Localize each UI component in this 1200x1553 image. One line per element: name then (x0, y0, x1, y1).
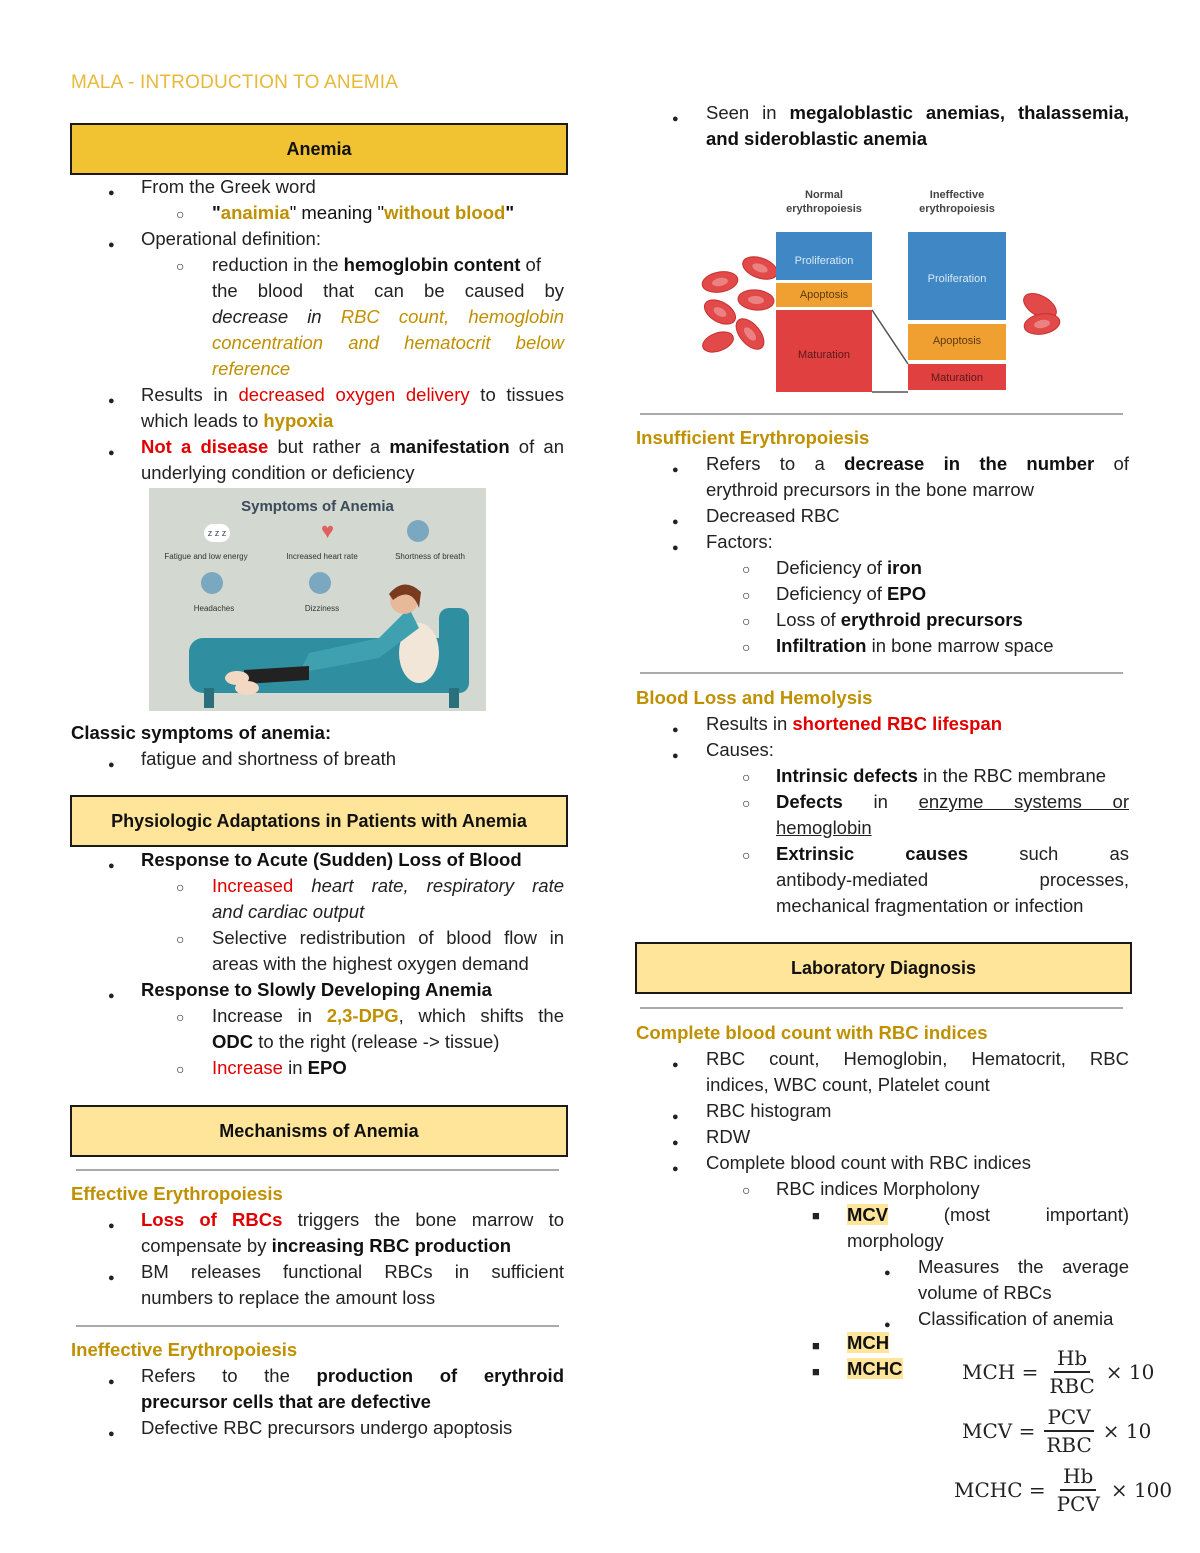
bullet: ● (108, 759, 115, 771)
bullet: ○ (742, 561, 751, 577)
classification: Classification of anemia (918, 1308, 1114, 1329)
red-blood-cells-illustration (698, 182, 1070, 400)
physio-header (70, 795, 568, 847)
symptom-label-dizziness: Dizziness (304, 604, 340, 613)
mech-header-label: Mechanisms of Anemia (219, 1121, 419, 1141)
normal-maturation: Maturation (798, 349, 850, 361)
extrinsic-line-2: antibody-mediated processes, (776, 869, 1129, 890)
ineffective-proliferation: Proliferation (927, 273, 987, 285)
insufficient-line-1: Refers to a decrease in the number of (706, 453, 1129, 474)
mcv-line-1: MCV (most important) (847, 1204, 1129, 1225)
mcv-line-2: morphology (847, 1230, 944, 1251)
bullet: ● (672, 1111, 679, 1123)
bullet: ● (884, 1267, 891, 1279)
extrinsic-line-1: Extrinsic causes such as (776, 843, 1130, 864)
sleep-icon: z z z (204, 524, 230, 542)
not-disease-line-2: underlying condition or deficiency (141, 462, 415, 483)
reduction-line-1: reduction in the hemoglobin content of (212, 254, 541, 275)
cbc-heading: Complete blood count with RBC indices (636, 1022, 988, 1043)
bullet: ● (108, 447, 115, 459)
ineffective-apoptosis: Apoptosis (932, 335, 982, 347)
mcv-formula: MCV = $\frac{\text{PCV}}{\text{RBC}}$ × 10 (962, 1405, 1152, 1457)
results-line-2: which leads to hypoxia (141, 410, 334, 431)
defects-line-1: Defects in enzyme systems or (776, 791, 1129, 812)
bullet: ○ (176, 1009, 185, 1025)
ineffective-maturation: Maturation (931, 372, 983, 384)
seen-line-1: Seen in megaloblastic anemias, thalassemia, (706, 102, 1130, 123)
bullet: ■ (812, 1364, 820, 1379)
bullet: ■ (812, 1338, 820, 1353)
classic-heading: Classic symptoms of anemia: (71, 722, 332, 743)
greek-text: From the Greek word (141, 176, 316, 197)
bullet: ● (672, 1059, 679, 1071)
anemia-header-label: Anemia (286, 139, 352, 159)
bullet: ○ (742, 613, 751, 629)
bullet: ● (108, 395, 115, 407)
rbc-histogram: RBC histogram (706, 1100, 832, 1121)
bullet: ○ (742, 1182, 751, 1198)
divider (76, 1325, 559, 1327)
defects-line-2: hemoglobin (776, 817, 872, 838)
morpholony: RBC indices Morpholony (776, 1178, 980, 1199)
bullet: ● (108, 239, 115, 251)
factor-iron: Deficiency of iron (776, 557, 922, 578)
cbc-line-2: indices, WBC count, Platelet count (706, 1074, 990, 1095)
opdef-text: Operational definition: (141, 228, 321, 249)
selective-line-2: areas with the highest oxygen demand (212, 953, 529, 974)
effective-heading: Effective Erythropoiesis (71, 1183, 283, 1204)
ineffective-line-1: Refers to the production of erythroid (141, 1365, 564, 1386)
bullet: ● (672, 464, 679, 476)
measures-line-2: volume of RBCs (918, 1282, 1052, 1303)
bullet: ● (108, 990, 115, 1002)
ineffective-label: Ineffective erythropoiesis (919, 189, 995, 215)
mchc-label: MCHC (847, 1358, 903, 1379)
mech-header (70, 1105, 568, 1157)
bullet: ● (108, 187, 115, 199)
ineffective-heading: Ineffective Erythropoiesis (71, 1339, 298, 1360)
bullet: ○ (742, 769, 751, 785)
cbc-item: Complete blood count with RBC indices (706, 1152, 1031, 1173)
effective-line-3: BM releases functional RBCs in sufficient (141, 1261, 564, 1282)
normal-apoptosis: Apoptosis (799, 289, 849, 301)
not-disease-line-1: Not a disease but rather a manifestation of an (141, 436, 564, 457)
symptoms-figure (149, 488, 486, 711)
lab-header (635, 942, 1132, 994)
ineffective-line-3: Defective RBC precursors undergo apoptosis (141, 1417, 513, 1438)
slow-heading: Response to Slowly Developing Anemia (141, 979, 492, 1000)
insufficient-heading: Insufficient Erythropoiesis (636, 427, 870, 448)
divider (640, 413, 1123, 415)
divider (640, 1007, 1123, 1009)
bullet: ● (108, 1376, 115, 1388)
factor-epo: Deficiency of EPO (776, 583, 927, 604)
mchc-formula: MCHC = $\frac{Hb}{\text{PCV}}$ × 100 (954, 1464, 1173, 1516)
measures-line-1: Measures the average (918, 1256, 1129, 1277)
shortened-line: Results in shortened RBC lifespan (706, 713, 1003, 734)
symptom-label-fatigue: Fatigue and low energy (164, 552, 248, 561)
bullet: ● (108, 1272, 115, 1284)
selective-line-1: Selective redistribution of blood flow in (212, 927, 564, 948)
dpg-line-1: Increase in 2,3-DPG, which shifts the (212, 1005, 564, 1026)
erythropoiesis-figure (698, 182, 1070, 400)
causes: Causes: (706, 739, 774, 760)
symptom-label-heart: Increased heart rate (286, 552, 358, 561)
symptom-label-headache: Headaches (193, 604, 235, 613)
increased-line-1: Increased heart rate, respiratory rate (212, 875, 564, 896)
lab-header-label: Laboratory Diagnosis (790, 958, 977, 978)
reduction-line-2: the blood that can be caused by (212, 280, 564, 301)
symptoms-figure-title: Symptoms of Anemia (241, 498, 394, 515)
bullet: ○ (742, 639, 751, 655)
page-title: MALA - INTRODUCTION TO ANEMIA (71, 72, 399, 93)
anaimia-line: "anaimia" meaning "without blood" (212, 202, 515, 223)
increased-line-2: and cardiac output (212, 901, 365, 922)
woman-on-sofa-illustration (149, 488, 486, 711)
bullet: ● (884, 1319, 891, 1331)
bullet: ○ (176, 206, 185, 222)
reduction-line-4: concentration and hematocrit below (212, 332, 564, 353)
factors: Factors: (706, 531, 773, 552)
results-line-1: Results in decreased oxygen delivery to tissues (141, 384, 564, 405)
bullet: ● (672, 113, 679, 125)
bullet: ○ (176, 258, 185, 274)
acute-heading: Response to Acute (Sudden) Loss of Blood (141, 849, 522, 870)
effective-line-1: Loss of RBCs triggers the bone marrow to (141, 1209, 564, 1230)
anemia-header (70, 123, 568, 175)
divider (640, 672, 1123, 674)
extrinsic-line-3: mechanical fragmentation or infection (776, 895, 1084, 916)
dpg-line-2: ODC to the right (release -> tissue) (212, 1031, 500, 1052)
physio-header-label: Physiologic Adaptations in Patients with Anemia (111, 811, 527, 831)
reduction-line-5: reference (212, 358, 291, 379)
bullet: ● (672, 542, 679, 554)
rdw: RDW (706, 1126, 751, 1147)
divider (76, 1169, 559, 1171)
factor-precursors: Loss of erythroid precursors (776, 609, 1023, 630)
bullet: ○ (742, 795, 751, 811)
normal-label: Normal erythropoiesis (786, 189, 862, 215)
bullet: ● (672, 1137, 679, 1149)
bullet: ○ (176, 879, 185, 895)
epo-line: Increase in EPO (212, 1057, 347, 1078)
bullet: ● (108, 1220, 115, 1232)
symptom-label-breath: Shortness of breath (395, 552, 465, 561)
cbc-line-1: RBC count, Hemoglobin, Hematocrit, RBC (706, 1048, 1129, 1069)
heart-icon: ♥ (321, 518, 335, 543)
bullet: ○ (176, 1061, 185, 1077)
bullet: ■ (812, 1208, 820, 1223)
insufficient-line-2: erythroid precursors in the bone marrow (706, 479, 1035, 500)
mch-formula: MCH = $\frac{Hb}{\text{RBC}}$ × 10 (962, 1346, 1155, 1398)
effective-line-2: compensate by increasing RBC production (141, 1235, 512, 1256)
bullet: ● (672, 750, 679, 762)
reduction-line-3: decrease in RBC count, hemoglobin (212, 306, 564, 327)
ineffective-line-2: precursor cells that are defective (141, 1391, 431, 1412)
bullet: ○ (742, 587, 751, 603)
decreased-rbc: Decreased RBC (706, 505, 840, 526)
bullet: ● (672, 724, 679, 736)
effective-line-4: numbers to replace the amount loss (141, 1287, 436, 1308)
seen-line-2: and sideroblastic anemia (706, 128, 928, 149)
classic-item: fatigue and shortness of breath (141, 748, 397, 769)
blood-loss-heading: Blood Loss and Hemolysis (636, 687, 873, 708)
bullet: ○ (742, 847, 751, 863)
bullet: ● (672, 516, 679, 528)
bullet: ● (108, 1428, 115, 1440)
normal-proliferation: Proliferation (794, 255, 854, 267)
intrinsic-line: Intrinsic defects in the RBC membrane (776, 765, 1107, 786)
bullet: ● (108, 860, 115, 872)
mch-label: MCH (847, 1332, 890, 1353)
bullet: ○ (176, 931, 185, 947)
bullet: ● (672, 1163, 679, 1175)
factor-infiltration: Infiltration in bone marrow space (776, 635, 1054, 656)
